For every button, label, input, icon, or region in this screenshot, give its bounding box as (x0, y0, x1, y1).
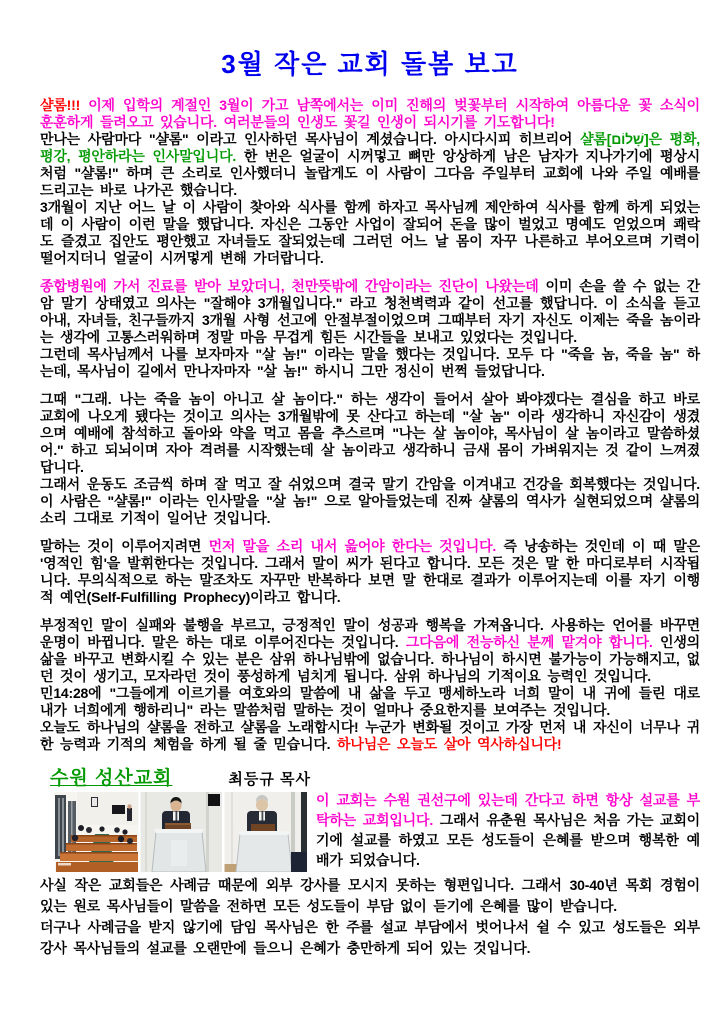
text-segment-black: 그런데 목사님께서 나를 보자마자 "살 놈!" 이라는 말을 했다는 것입니다. 모두 다 "죽을 놈, 죽을 놈" 하는데, 목사님이 길에서 만나자마자 "살 놈!" 하시니 그만 정신이 번쩍 들었답니다. (40, 346, 700, 379)
church-photos-illustration (55, 792, 307, 872)
text-segment-magenta: 이 교회는 수원 권선구에 있는데 간다고 하면 항상 설교를 부탁하는 교회입니다. (316, 792, 700, 828)
paragraph (40, 917, 700, 959)
paragraph (40, 97, 700, 131)
church-section-paragraphs (40, 875, 700, 959)
page-title: 3월 작은 교회 돌봄 보고 (221, 49, 519, 79)
paragraph (40, 875, 700, 917)
text-segment-red: 샬롬!!! (40, 97, 89, 113)
paragraph (40, 199, 700, 267)
text-segment-black: 이미 손을 쓸 수 없는 간암 말기 상태였고 의사는 "잘해야 3개월입니다." 라고 청천벽력과 같이 선고를 했답니다. 이 소식을 듣고 아내, 자녀들, 친구들까지 3개월 사형 선고에 안절부절이었으며 그때부터 자기 자신도 이제는 죽을 놈이라는 생각에 고통스러워하며 정말 마음 무겁게 힘든 시간들을 보내고 있었다는 것입니다. (40, 278, 700, 345)
text-segment-black: 그래서 운동도 조금씩 하며 잘 먹고 잘 쉬었으며 결국 말기 간암을 이겨내고 건강을 회복했다는 것입니다. 이 사람은 "샬롬!" 이라는 인사말을 "살 놈!" 으로 알아들었는데 진짜 샬롬의 역사가 실현되었으며 샬롬의 소리 그대로 기적이 일어난 것입니다. (40, 476, 700, 526)
paragraph (40, 476, 700, 527)
church-name: 수원 성산교회 (50, 768, 173, 789)
text-segment-green: 샬롬[שָׁלוֹם]은 평화, 평강, 평안하라는 인사말입니다. (40, 131, 700, 164)
text-segment-black: 즉 낭송하는 것인데 이 때 말은 '영적인 힘'을 발휘한다는 것입니다. 그래서 말이 씨가 된다고 합니다. 모든 것은 말 한 마디로부터 시작됩니다. 무의식적으로 하는 말조차도 자꾸만 반복하다 보면 말 한대로 결과가 이루어지는데 이를 자기 이행적 예언(Self-Fulfilling Prophecy)이라고 합니다. (40, 538, 700, 605)
text-segment-magenta: 종합병원에 가서 진료를 받아 보았더니, 천만뜻밖에 간암이라는 진단이 나왔는데 (40, 278, 539, 294)
church-section-body (40, 790, 700, 959)
text-segment-black: 말하는 것이 이루어지려면 (40, 538, 209, 554)
paragraph (40, 131, 700, 199)
paragraph (40, 685, 700, 719)
text-segment-black: 그래서 유춘원 목사님은 처음 가는 교회이기에 설교를 하였고 모든 성도들이 은혜를 받으며 행복한 예배가 되었습니다. (316, 812, 700, 868)
pastor-name: 최등규 목사 (228, 771, 312, 788)
text-segment-black: 사실 작은 교회들은 사례금 때문에 외부 강사를 모시지 못하는 형편입니다. 그래서 30-40년 목회 경험이 있는 원로 목사님들이 말씀을 전하면 모든 성도들이 부담 없이 듣기에 은혜를 많이 받습니다. (40, 877, 700, 914)
paragraph (40, 391, 700, 476)
report-body (40, 97, 700, 753)
text-segment-black: 그때 "그래. 나는 죽을 놈이 아니고 살 놈이다." 하는 생각이 들어서 살아 봐야겠다는 결심을 하고 바로 교회에 나오게 됐다는 것이고 의사는 3개월밖에 못 산다고 하는데 "살 놈" 이라 생각하니 자신감이 생겼으며 예배에 참석하고 돌아와 약을 먹고 몸을 추스르며 "나는 살 놈이야, 목사님이 살 놈이라고 말씀하셨어." 하고 되뇌이며 자아 격려를 시작했는데 살 놈이라고 생각하니 금새 몸이 가벼워지는 것 같이 느껴졌답니다. (40, 391, 700, 475)
paragraph (40, 719, 700, 753)
text-segment-black: 인생의 삶을 바꾸고 변화시킬 수 있는 분은 삼위 하나님밖에 없습니다. 하나님이 하시면 불가능이 가능해지고, 없던 것이 생기고, 모자라던 것이 풍성하게 넘치게 됩니다. 삼위 하나님의 기적이요 능력인 것입니다. (40, 634, 700, 684)
text-segment-black: 만나는 사람마다 "샬롬" 이라고 인사하던 목사님이 계셨습니다. 아시다시피 히브리어 (40, 131, 581, 147)
church-photos-image (55, 792, 307, 872)
paragraph (40, 346, 700, 380)
paragraph (40, 278, 700, 346)
text-segment-black: 민14:28에 "그들에게 이르기를 여호와의 말씀에 내 삶을 두고 맹세하노라 너희 말이 내 귀에 들린 대로 내가 너희에게 행하리니" 라는 말씀처럼 말하는 것이 얼마나 중요한지를 보여주는 것입니다. (40, 685, 700, 718)
text-segment-magenta: 먼저 말을 소리 내서 읊어야 한다는 것입니다. (208, 538, 497, 554)
paragraph (40, 617, 700, 685)
text-segment-black: 3개월이 지난 어느 날 이 사람이 찾아와 식사를 함께 하자고 목사님께 제안하여 식사를 함께 하게 되었는데 이 사람이 이런 말을 했답니다. 자신은 그동안 사업이 잘되어 돈을 많이 벌었고 명예도 얻었으며 쾌락도 즐겼고 집안도 평안했고 자녀들도 잘되었는데 그러던 어느 날 몸이 자꾸 나른하고 부어오르며 기력이 떨어지더니 얼굴이 시꺼멓게 변해 가더랍니다. (40, 199, 700, 266)
text-segment-magenta: 이제 입학의 계절인 3월이 가고 남쪽에서는 이미 진해의 벚꽃부터 시작하여 아름다운 꽃 소식이 훈훈하게 들려오고 있습니다. 여러분들의 인생도 꽃길 인생이 되시기를 기도합니다! (40, 97, 700, 130)
text-segment-black: 부정적인 말이 실패와 불행을 부르고, 긍정적인 말이 성공과 행복을 가져옵니다. 사용하는 언어를 바꾸면 운명이 바뀝니다. 말은 하는 대로 이루어진다는 것입니다. (40, 617, 700, 650)
text-segment-black: 더구나 사례금을 받지 않기에 담임 목사님은 한 주를 설교 부담에서 벗어나서 쉴 수 있고 성도들은 외부 강사 목사님들의 설교를 오랜만에 들으니 은혜가 충만하게 되어 있는 것입니다. (40, 919, 700, 956)
text-segment-black: 한 번은 얼굴이 시꺼멓고 뼈만 앙상하게 남은 남자가 지나가기에 평상시처럼 "샬롬!" 하며 큰 소리로 인사했더니 놀랍게도 이 사람이 그다음 주일부터 교회에 나와 주일 예배를 드리고는 바로 나가곤 했습니다. (40, 148, 700, 198)
paragraph (40, 538, 700, 606)
church-section-heading (40, 763, 700, 787)
text-segment-magenta: 그다음에 전능하신 분께 맡겨야 합니다. (405, 634, 653, 650)
text-segment-black: 오늘도 하나님의 샬롬을 전하고 샬롬을 노래합시다! 누군가 변화될 것이고 가장 먼저 내 자신이 너무나 귀한 능력과 기적의 체험을 하게 될 줄 믿습니다. (40, 719, 700, 752)
text-segment-red: 하나님은 오늘도 살아 역사하십니다! (337, 736, 562, 752)
